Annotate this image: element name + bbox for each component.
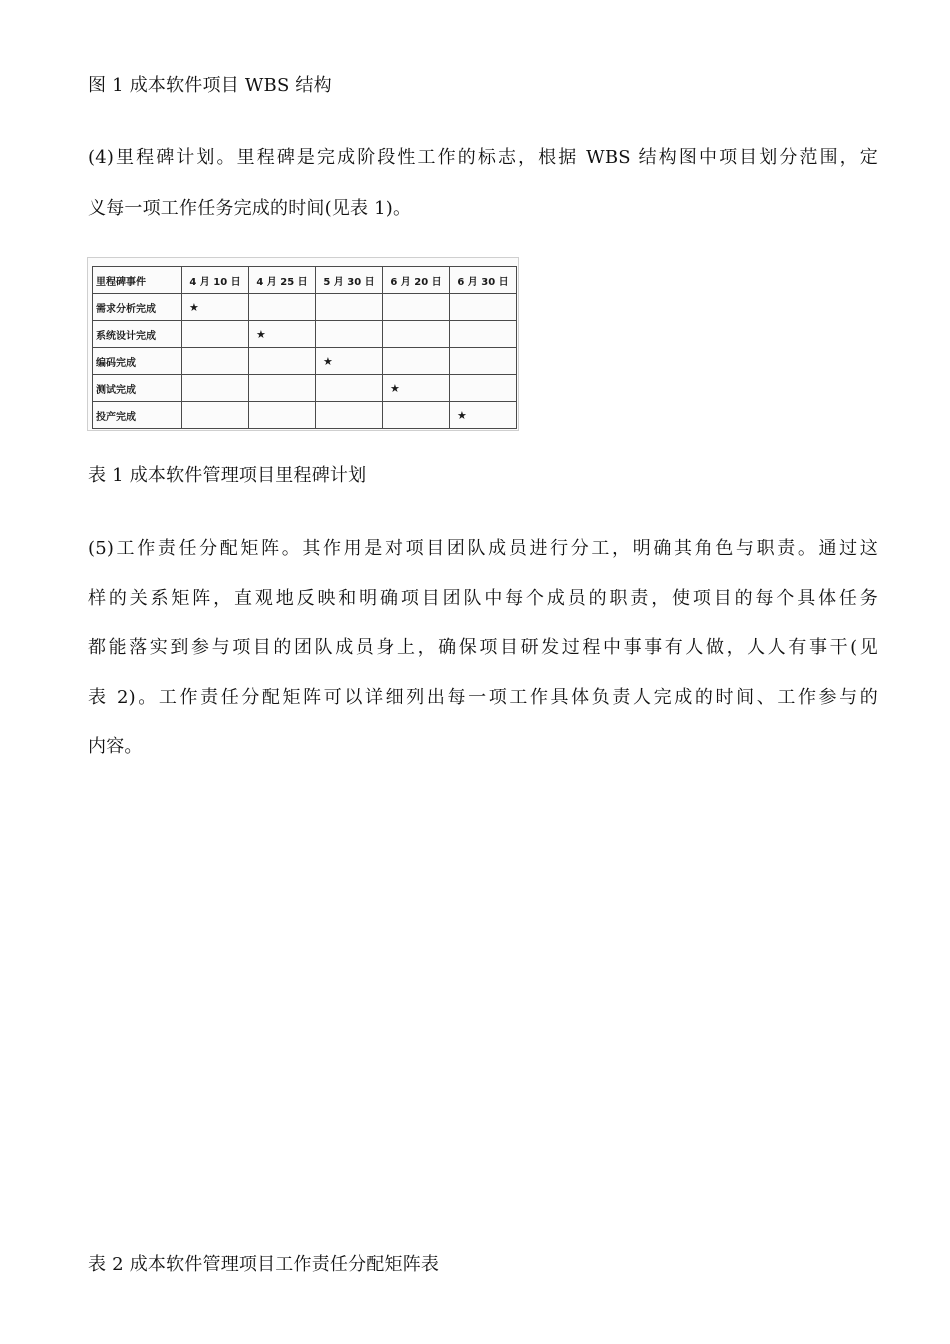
- milestone-date-cell: [383, 321, 450, 348]
- table-1-caption: 表 1 成本软件管理项目里程碑计划: [88, 465, 367, 486]
- paragraph-5-line-3: 都能落实到参与项目的团队成员身上，确保项目研发过程中事事有人做，人人有事干(见: [88, 637, 878, 658]
- milestone-date-cell: [249, 348, 316, 375]
- milestone-star-icon: ★: [323, 354, 333, 368]
- milestone-date-cell: [182, 294, 249, 321]
- milestone-date-cell: [316, 294, 383, 321]
- header-cell-event: 里程碑事件: [93, 267, 182, 294]
- milestone-date-cell: [249, 294, 316, 321]
- milestone-date-cell: [383, 348, 450, 375]
- paragraph-5-line-5: 内容。: [88, 736, 143, 757]
- paragraph-4-line-2: 义每一项工作任务完成的时间(见表 1)。: [88, 198, 412, 219]
- milestone-date-cell: [383, 294, 450, 321]
- milestone-date-cell: [249, 402, 316, 429]
- milestone-date-cell: [182, 348, 249, 375]
- paragraph-5-line-4: 表 2)。工作责任分配矩阵可以详细列出每一项工作具体负责人完成的时间、工作参与的: [88, 687, 878, 708]
- milestone-event-cell: 需求分析完成: [93, 294, 182, 321]
- milestone-date-cell: [450, 402, 517, 429]
- milestone-date-cell: [316, 402, 383, 429]
- milestone-row: [93, 294, 517, 321]
- milestone-date-cell: [450, 294, 517, 321]
- header-cell-date: 4 月 10 日: [182, 267, 249, 294]
- milestone-table-figure: [87, 257, 519, 431]
- milestone-date-cell: [383, 375, 450, 402]
- figure-1-caption: 图 1 成本软件项目 WBS 结构: [88, 75, 332, 96]
- milestone-date-cell: [249, 321, 316, 348]
- milestone-date-cell: [450, 321, 517, 348]
- milestone-table: [92, 266, 517, 429]
- paragraph-5-line-2: 样的关系矩阵，直观地反映和明确项目团队中每个成员的职责，使项目的每个具体任务: [88, 588, 878, 609]
- milestone-date-cell: [316, 321, 383, 348]
- header-cell-date: 6 月 20 日: [383, 267, 450, 294]
- milestone-date-cell: [249, 375, 316, 402]
- milestone-date-cell: [182, 402, 249, 429]
- milestone-event-cell: 编码完成: [93, 348, 182, 375]
- milestone-star-icon: ★: [390, 381, 400, 395]
- header-cell-date: 6 月 30 日: [450, 267, 517, 294]
- milestone-date-cell: [450, 348, 517, 375]
- milestone-date-cell: [316, 375, 383, 402]
- milestone-date-cell: [316, 348, 383, 375]
- milestone-date-cell: [182, 375, 249, 402]
- milestone-row: [93, 375, 517, 402]
- milestone-date-cell: [383, 402, 450, 429]
- milestone-row: [93, 321, 517, 348]
- milestone-star-icon: ★: [256, 327, 266, 341]
- paragraph-5-line-1: (5)工作责任分配矩阵。其作用是对项目团队成员进行分工，明确其角色与职责。通过这: [88, 538, 878, 559]
- header-cell-date: 4 月 25 日: [249, 267, 316, 294]
- milestone-date-cell: [182, 321, 249, 348]
- milestone-star-icon: ★: [189, 300, 199, 314]
- milestone-header-row: [93, 267, 517, 294]
- milestone-event-cell: 系统设计完成: [93, 321, 182, 348]
- table-2-caption: 表 2 成本软件管理项目工作责任分配矩阵表: [88, 1254, 440, 1275]
- milestone-event-cell: 投产完成: [93, 402, 182, 429]
- milestone-date-cell: [450, 375, 517, 402]
- header-cell-date: 5 月 30 日: [316, 267, 383, 294]
- milestone-row: [93, 402, 517, 429]
- milestone-event-cell: 测试完成: [93, 375, 182, 402]
- paragraph-4-line-1: (4)里程碑计划。里程碑是完成阶段性工作的标志，根据 WBS 结构图中项目划分范围，定: [88, 147, 878, 168]
- milestone-row: [93, 348, 517, 375]
- milestone-star-icon: ★: [457, 408, 467, 422]
